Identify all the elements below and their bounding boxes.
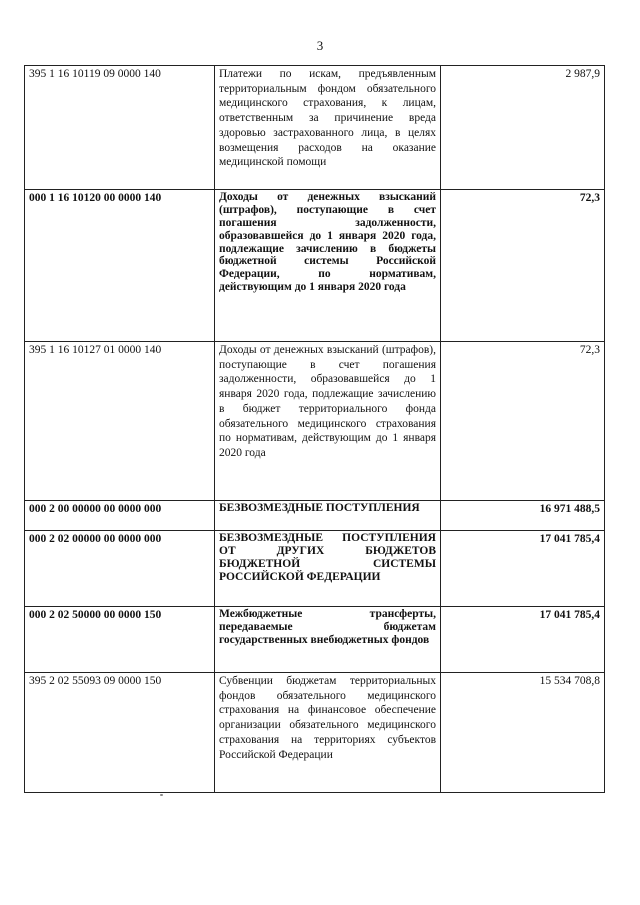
row-code: 395 1 16 10119 09 0000 140 [25,66,215,190]
row-name: Доходы от денежных взысканий (штрафов), поступающие в счет погашения задолженности, образовавшейся до 1 января 2020 года, подлежащие зачислению в бюджет территориального фонда обязательного медицинского страхования по нормативам, действующим до 1 января 2020 года [215,342,441,501]
row-name: БЕЗВОЗМЕЗДНЫЕ ПОСТУПЛЕНИЯ [215,501,441,531]
row-amount: 15 534 708,8 [441,673,605,793]
row-name: Платежи по искам, предъявленным территориальным фондом обязательного медицинского страхования, к лицам, ответственным за причинение вреда здоровью застрахованного лица, в целях возмещения расходов на оказание медицинской помощи [215,66,441,190]
row-amount: 72,3 [441,342,605,501]
row-amount: 17 041 785,4 [441,531,605,607]
row-code: 000 1 16 10120 00 0000 140 [25,190,215,342]
table-row [25,531,605,607]
revenue-table [24,65,605,793]
page-number: 3 [316,38,324,53]
scan-speck [160,794,163,796]
table-row [25,190,605,342]
row-code: 000 2 02 00000 00 0000 000 [25,531,215,607]
table-row [25,673,605,793]
row-name: Межбюджетные трансферты, передаваемые бюджетам государственных внебюджетных фондов [215,607,441,673]
table-row [25,607,605,673]
row-amount: 2 987,9 [441,66,605,190]
table-row [25,66,605,190]
table-row [25,342,605,501]
row-name: Субвенции бюджетам территориальных фондов обязательного медицинского страхования на финансовое обеспечение организации обязательного медицинского страхования на территориях субъектов Российской Федерации [215,673,441,793]
row-amount: 72,3 [441,190,605,342]
row-code: 395 2 02 55093 09 0000 150 [25,673,215,793]
row-code: 000 2 02 50000 00 0000 150 [25,607,215,673]
row-name: Доходы от денежных взысканий (штрафов), поступающие в счет погашения задолженности, образовавшейся до 1 января 2020 года, подлежащие зачислению в бюджеты бюджетной системы Российской Федерации, по нормативам, действующим до 1 января 2020 года [215,190,441,342]
table-row [25,501,605,531]
row-code: 000 2 00 00000 00 0000 000 [25,501,215,531]
row-amount: 16 971 488,5 [441,501,605,531]
row-name: БЕЗВОЗМЕЗДНЫЕ ПОСТУПЛЕНИЯ ОТ ДРУГИХ БЮДЖЕТОВ БЮДЖЕТНОЙ СИСТЕМЫ РОССИЙСКОЙ ФЕДЕРАЦИИ [215,531,441,607]
row-amount: 17 041 785,4 [441,607,605,673]
row-code: 395 1 16 10127 01 0000 140 [25,342,215,501]
